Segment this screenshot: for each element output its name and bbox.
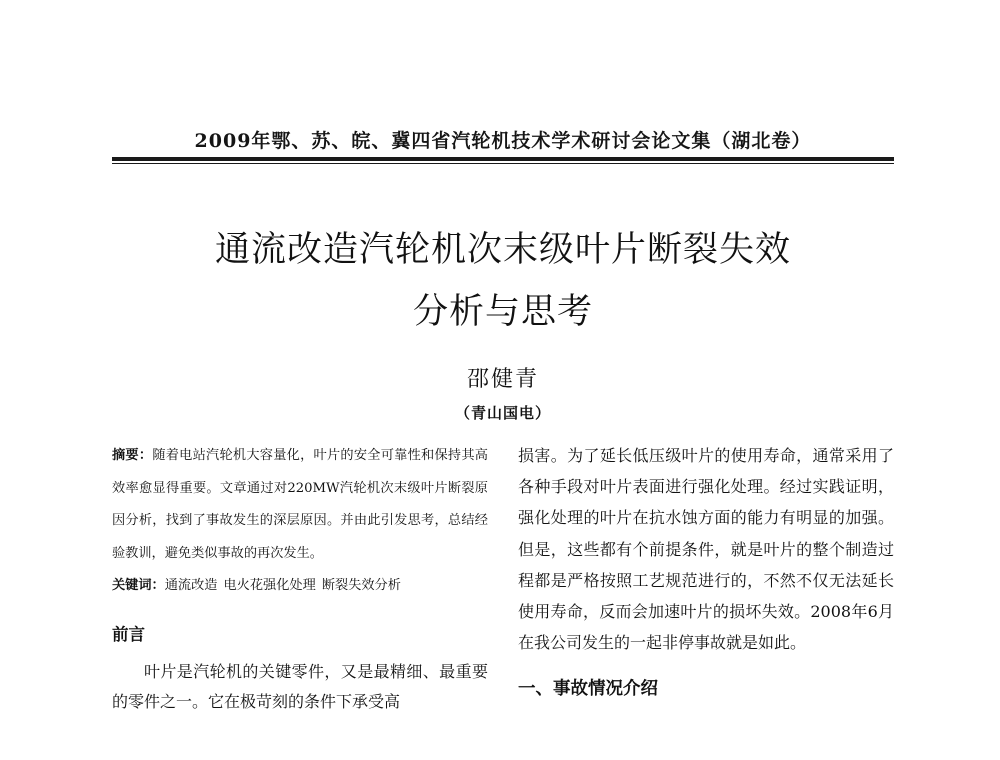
paper-title-line-2: 分析与思考 bbox=[412, 292, 593, 332]
right-column bbox=[518, 440, 894, 702]
preface-heading: 前言 bbox=[112, 624, 145, 644]
abstract bbox=[112, 440, 488, 570]
preface-paragraph: 叶片是汽轮机的关键零件，又是最精细、最重要的零件之一。它在极苛刻的条件下承受高 bbox=[112, 661, 488, 711]
keywords-label: 关键词： bbox=[112, 578, 165, 593]
author-name: 邵健青 bbox=[466, 367, 539, 392]
section-heading: 一、事故情况介绍 bbox=[518, 679, 658, 700]
keyword-item: 断裂失效分析 bbox=[321, 578, 401, 593]
keywords bbox=[112, 570, 488, 603]
paper-title-line-1: 通流改造汽轮机次末级叶片断裂失效 bbox=[214, 230, 791, 270]
keyword-item: 通流改造 bbox=[164, 578, 218, 593]
header-rule bbox=[112, 157, 894, 164]
running-header: 2009年鄂、苏、皖、冀四省汽轮机技术学术研讨会论文集（湖北卷） bbox=[194, 130, 812, 152]
author-affiliation: （青山国电） bbox=[454, 404, 551, 422]
body-paragraph: 损害。为了延长低压级叶片的使用寿命，通常采用了各种手段对叶片表面进行强化处理。经过实践证明，强化处理的叶片在抗水蚀方面的能力有明显的加强。但是，这些都有个前提条件，就是叶片的整个制造过程都是严格按照工艺规范进行的，不然不仅无法延长使用寿命，反而会加速叶片的损坏失效。2008年6月在我公司发生的一起非停事故就是如此。 bbox=[518, 446, 894, 653]
abstract-text: 随着电站汽轮机大容量化，叶片的安全可靠性和保持其高效率愈显得重要。文章通过对220MW汽轮机次末级叶片断裂原因分析，找到了事故发生的深层原因。并由此引发思考，总结经验教训，避免类似事故的再次发生。 bbox=[112, 448, 488, 561]
keyword-item: 电火花强化处理 bbox=[223, 578, 316, 593]
left-column bbox=[112, 440, 488, 717]
abstract-label: 摘要： bbox=[112, 448, 153, 463]
